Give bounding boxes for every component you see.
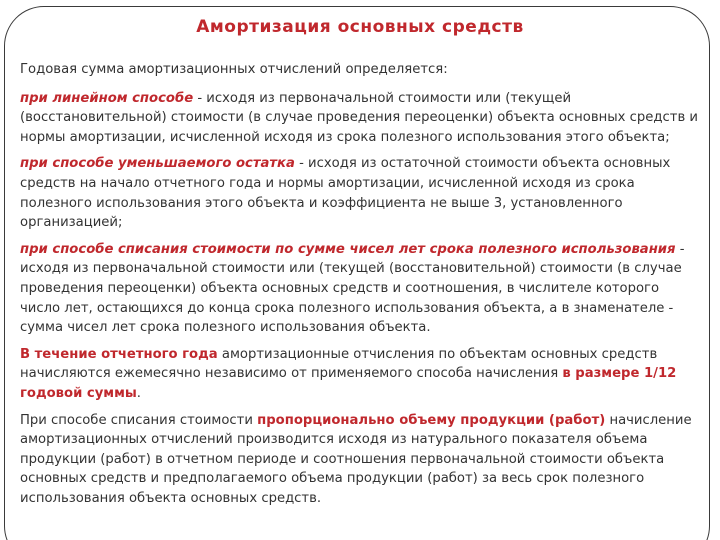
- text-sum-of-years: - исходя из первоначальной стоимости или (текущей (восстановительной) стоимости (в случае проведения переоценки) объекта основных средств и соотношения, в числителе которого число лет, остающихся до конца срока полезного использования объекта, а в знаменателе - сумма чисел лет срока полезного использования объекта.: [20, 241, 685, 336]
- term-reporting-year: В течение отчетного года: [20, 346, 218, 362]
- paragraph-declining-balance: [20, 154, 700, 232]
- text-reporting-year: амортизационные отчисления по объектам основных средств начисляются ежемесячно независимо от применяемого способа начисления: [20, 346, 658, 382]
- term-linear-method: при линейном способе: [20, 90, 194, 106]
- term-sum-of-years: при способе списания стоимости по сумме чисел лет срока полезного использования: [20, 241, 676, 257]
- intro-text: Годовая сумма амортизационных отчислений определяется:: [20, 62, 448, 77]
- text-declining-balance: - исходя из остаточной стоимости объекта основных средств на начало отчетного года и нормы амортизации, исчисленной исходя из срока полезного использования этого объекта и коэффициента не выше 3, установленного организацией;: [20, 156, 671, 231]
- paragraph-sum-of-years: [20, 240, 700, 338]
- term-monthly-share: в размере 1/12 годовой суммы: [20, 366, 677, 401]
- paragraph-reporting-year: [20, 345, 700, 404]
- term-declining-balance: при способе уменьшаемого остатка: [20, 156, 295, 172]
- text-linear-method: - исходя из первоначальной стоимости или (текущей (восстановительной) стоимости (в случае проведения переоценки) объекта основных средств и нормы амортизации, исчисленной исходя из срока полезного использования этого объекта;: [20, 90, 698, 145]
- paragraph-linear-method: [20, 89, 700, 148]
- text-production-method: начисление амортизационных отчислений производится исходя из натурального показателя объема продукции (работ) в отчетном периоде и соотношения первоначальной стоимости объекта основных средств и предполагаемого объема продукции (работ) за весь срок полезного использования объекта основных средств.: [20, 412, 692, 506]
- slide-body: [20, 60, 700, 515]
- text-reporting-year-end: .: [136, 385, 141, 401]
- term-production-method: пропорционально объему продукции (работ): [257, 412, 606, 428]
- text-production-method-start: При способе списания стоимости: [20, 412, 258, 428]
- slide-title: Амортизация основных средств: [196, 17, 524, 37]
- paragraph-production-method: [20, 411, 700, 509]
